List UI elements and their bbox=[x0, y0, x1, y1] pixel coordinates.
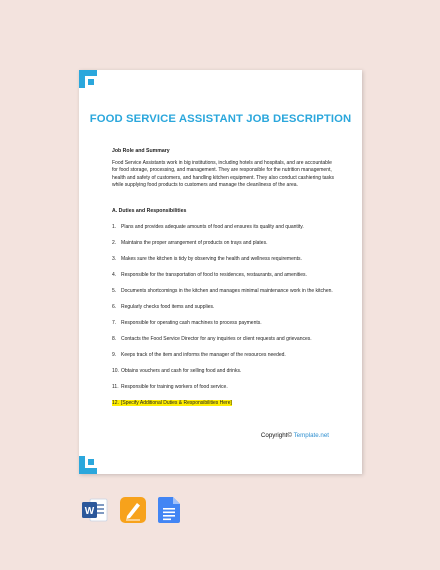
duty-text: Responsible for operating cash machines to process payments. bbox=[121, 319, 262, 326]
duty-item-content bbox=[112, 304, 214, 310]
duty-text: Keeps track of the item and informs the manager of the resources needed. bbox=[121, 351, 286, 358]
role-summary: Food Service Assistants work in big institutions, including hotels and hospitals, and are accountable for food storage, processing, and management. They are responsible for the nutrition management, health and safety of customers, and handling kitchen equipment. They also conduct cashiering tasks while supplying food products to customers and manage the cleanliness of the area. bbox=[112, 160, 334, 189]
duty-item-content bbox=[112, 384, 228, 390]
duty-number: 3. bbox=[112, 255, 117, 262]
duty-number: 9. bbox=[112, 351, 117, 358]
duty-item bbox=[112, 400, 337, 416]
duty-item-content bbox=[112, 368, 241, 374]
duty-item-content bbox=[112, 288, 333, 294]
duty-item-content bbox=[112, 272, 307, 278]
duty-item bbox=[112, 256, 337, 272]
duties-heading: A. Duties and Responsibilities bbox=[112, 207, 187, 214]
duty-text: Responsible for training workers of food service. bbox=[121, 383, 228, 390]
duty-item-content bbox=[112, 224, 304, 230]
duty-item-content bbox=[112, 256, 302, 262]
duty-number: 5. bbox=[112, 287, 117, 294]
corner-decoration-bottom-left bbox=[79, 456, 97, 474]
duty-number: 12. bbox=[112, 399, 119, 406]
duty-number: 7. bbox=[112, 319, 117, 326]
duty-number: 2. bbox=[112, 239, 117, 246]
duty-text: Contacts the Food Service Director for any inquiries or client requests and grievances. bbox=[121, 335, 312, 342]
duty-item-content bbox=[112, 320, 262, 326]
google-docs-icon[interactable] bbox=[158, 497, 180, 523]
duty-text: Documents shortcomings in the kitchen and manages minimal maintenance work in the kitchen. bbox=[121, 287, 333, 294]
duty-item bbox=[112, 288, 337, 304]
duty-number: 1. bbox=[112, 223, 117, 230]
duty-item bbox=[112, 352, 337, 368]
duty-item-content bbox=[112, 400, 232, 406]
duties-list bbox=[112, 224, 337, 416]
duty-text: [Specify Additional Duties & Responsibilities Here] bbox=[121, 399, 232, 406]
duty-number: 8. bbox=[112, 335, 117, 342]
duty-number: 6. bbox=[112, 303, 117, 310]
duty-item bbox=[112, 368, 337, 384]
copyright-prefix: Copyright bbox=[260, 432, 288, 439]
duty-item bbox=[112, 224, 337, 240]
duty-text: Plans and provides adequate amounts of food and ensures its quality and quantity. bbox=[121, 223, 304, 230]
duty-item bbox=[112, 320, 337, 336]
duty-text: Responsible for the transportation of food to residences, restaurants, and amenities. bbox=[121, 271, 307, 278]
duty-item-content bbox=[112, 352, 286, 358]
duty-item-content bbox=[112, 240, 267, 246]
pages-icon[interactable] bbox=[120, 497, 146, 523]
copyright-symbol: © bbox=[287, 432, 292, 439]
duty-number: 10. bbox=[112, 367, 119, 374]
duty-text: Regularly checks food items and supplies. bbox=[121, 303, 215, 310]
duty-text: Maintains the proper arrangement of products on trays and plates. bbox=[121, 239, 268, 246]
svg-text:W: W bbox=[84, 506, 95, 517]
role-heading: Job Role and Summary bbox=[112, 148, 170, 154]
duty-number: 4. bbox=[112, 271, 117, 278]
duty-item bbox=[112, 336, 337, 352]
duty-item bbox=[112, 304, 337, 320]
duty-item bbox=[112, 272, 337, 288]
duty-number: 11. bbox=[112, 383, 119, 390]
copyright-brand[interactable]: Template.net bbox=[293, 432, 329, 439]
corner-decoration-top-left bbox=[79, 70, 97, 88]
duty-text: Makes sure the kitchen is tidy by observing the health and wellness requirements. bbox=[121, 255, 302, 262]
document-title: FOOD SERVICE ASSISTANT JOB DESCRIPTION bbox=[89, 113, 352, 125]
word-icon[interactable] bbox=[82, 497, 108, 523]
duty-item bbox=[112, 240, 337, 256]
duty-item-content bbox=[112, 336, 312, 342]
copyright-notice bbox=[261, 432, 329, 439]
document-page bbox=[79, 70, 362, 474]
duty-text: Obtains vouchers and cash for selling food and drinks. bbox=[121, 367, 242, 374]
duty-item bbox=[112, 384, 337, 400]
document-body bbox=[112, 148, 337, 416]
